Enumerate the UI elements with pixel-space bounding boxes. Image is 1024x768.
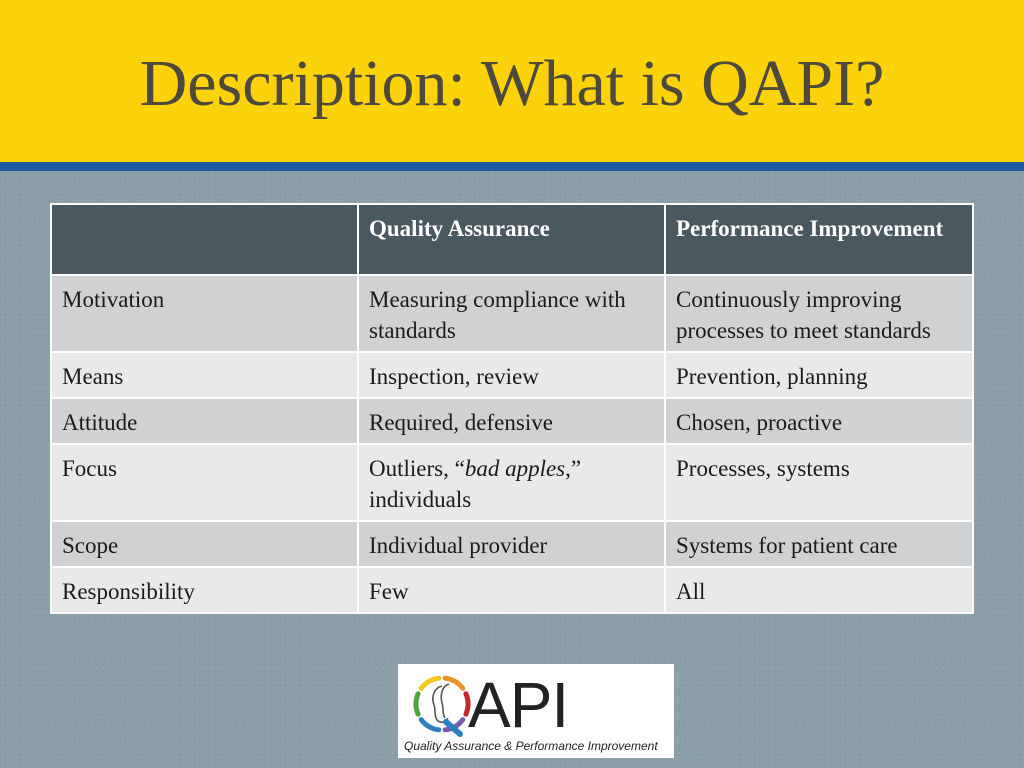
pi-cell: Continuously improving processes to meet standards xyxy=(665,275,973,352)
row-label: Motivation xyxy=(51,275,358,352)
qa-cell: Individual provider xyxy=(358,521,665,567)
header-empty-cell xyxy=(51,204,358,275)
row-label: Means xyxy=(51,352,358,398)
qa-text-prefix: Outliers, “ xyxy=(369,456,465,481)
q-ring-segment xyxy=(421,720,439,730)
face-profile-icon xyxy=(433,686,448,722)
row-label: Scope xyxy=(51,521,358,567)
table-row xyxy=(51,567,973,613)
pi-cell: Processes, systems xyxy=(665,444,973,521)
title-divider xyxy=(0,162,1024,171)
table-row xyxy=(51,275,973,352)
q-ring-segment xyxy=(421,678,439,688)
table-row xyxy=(51,352,973,398)
pi-cell: Prevention, planning xyxy=(665,352,973,398)
pi-cell: Chosen, proactive xyxy=(665,398,973,444)
logo-tagline: Quality Assurance & Performance Improvement xyxy=(404,739,658,753)
pi-cell: All xyxy=(665,567,973,613)
qa-cell: Inspection, review xyxy=(358,352,665,398)
q-ring-segment xyxy=(416,694,418,714)
qa-cell xyxy=(358,444,665,521)
table-row xyxy=(51,398,973,444)
qa-cell: Required, defensive xyxy=(358,398,665,444)
table-row xyxy=(51,521,973,567)
pi-cell: Systems for patient care xyxy=(665,521,973,567)
table-row xyxy=(51,444,973,521)
qa-cell: Measuring compliance with standards xyxy=(358,275,665,352)
comparison-table xyxy=(50,203,974,614)
qa-text-suffix: ,” individuals xyxy=(369,456,582,512)
table-header-row xyxy=(51,204,973,275)
q-ring-segment xyxy=(445,678,463,688)
qapi-logo xyxy=(398,664,674,758)
header-quality-assurance: Quality Assurance xyxy=(358,204,665,275)
face-profile-icon xyxy=(441,684,449,718)
header-performance-improvement: Performance Improvement xyxy=(665,204,973,275)
slide-title: Description: What is QAPI? xyxy=(139,47,885,120)
row-label: Responsibility xyxy=(51,567,358,613)
row-label: Attitude xyxy=(51,398,358,444)
qa-text-italic: bad apples xyxy=(464,456,566,481)
row-label: Focus xyxy=(51,444,358,521)
qa-cell: Few xyxy=(358,567,665,613)
logo-wordmark: API xyxy=(468,669,569,741)
